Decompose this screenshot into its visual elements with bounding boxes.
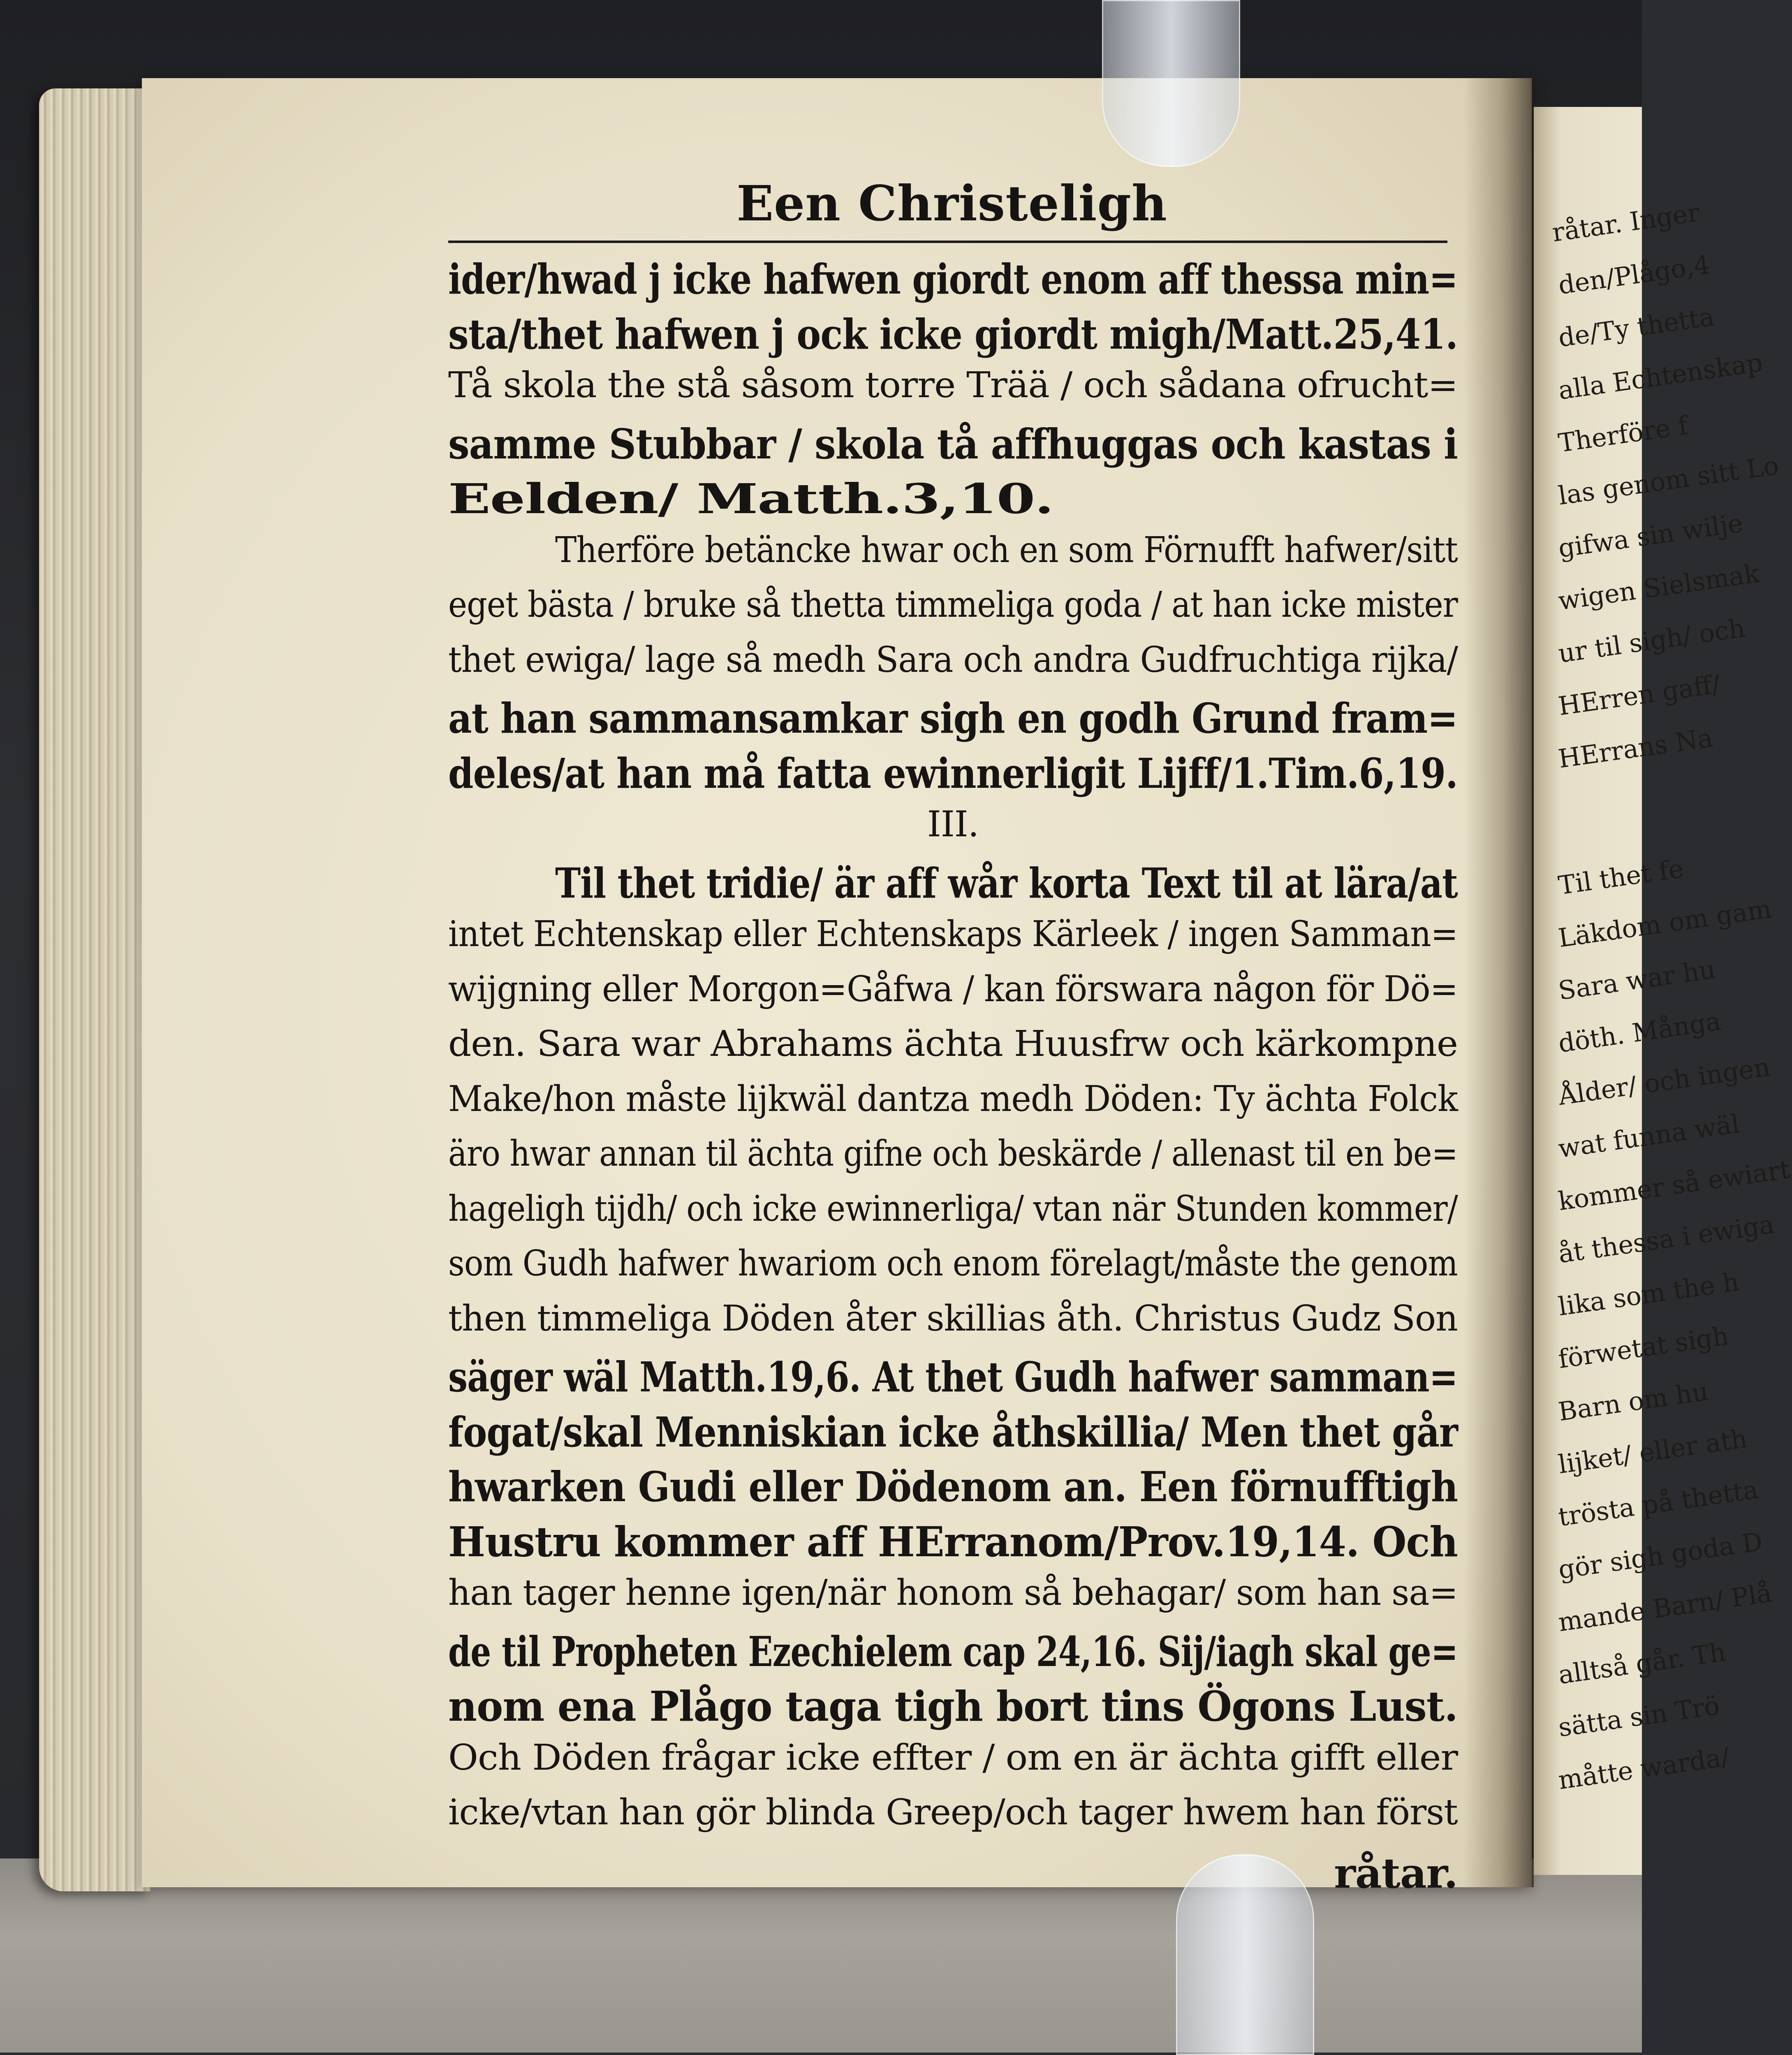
facing-page-line: Barn om hu (1556, 1376, 1711, 1427)
text-line: Therföre betäncke hwar och en som Förnufft hafwer/sitt (555, 529, 1458, 571)
catchword: råtar. (1334, 1849, 1458, 1898)
facing-page-line: HErrans Na (1556, 722, 1715, 774)
text-line: then timmeliga Döden åter skillias åth. Christus Gudz Son (448, 1298, 1458, 1339)
text-line: Och Döden frågar icke effter / om en är ächta gifft eller (448, 1737, 1458, 1778)
text-line: hwarken Gudi eller Dödenom an. Een förnufftigh (448, 1463, 1458, 1511)
text-line: at han sammansamkar sigh en godh Grund fram= (448, 694, 1458, 743)
facing-page-line: åt thessa i ewiga (1556, 1209, 1776, 1269)
text-line: de til Propheten Ezechielem cap 24,16. Sij/iagh skal ge= (448, 1627, 1458, 1676)
glass-clip-bottom (1176, 1854, 1314, 2055)
text-line: ider/hwad j icke hafwen giordt enom aff thessa min= (448, 255, 1458, 303)
facing-page-line: Therföre f (1556, 410, 1690, 458)
facing-page-line: måtte warda/ (1556, 1741, 1732, 1796)
text-line: Make/hon måste lijkwäl dantza medh Döden: Ty ächta Folck (448, 1078, 1458, 1120)
text-line: fogat/skal Menniskian icke åthskillia/ Men thet går (448, 1407, 1458, 1456)
text-line: deles/at han må fatta ewinnerligit Lijff/1.Tim.6,19. (448, 749, 1458, 798)
header-rule (448, 241, 1447, 243)
text-line: den. Sara war Abrahams ächta Huusfrw och kärkompne (448, 1023, 1458, 1065)
facing-page-line: de/Ty thetta (1556, 301, 1716, 353)
text-line: samme Stubbar / skola tå affhuggas och kastas i (448, 419, 1458, 468)
facing-page-line: wat funna wäl (1556, 1108, 1741, 1164)
text-line: wijgning eller Morgon=Gåfwa / kan förswara någon för Dö= (448, 968, 1458, 1010)
facing-page-line: HErren gaff/ (1556, 669, 1722, 722)
text-line: säger wäl Matth.19,6. At thet Gudh hafwer samman= (448, 1353, 1458, 1401)
text-line: icke/vtan han gör blinda Greep/och tager hwem han först (448, 1792, 1458, 1833)
text-line: som Gudh hafwer hwariom och enom förelagt/måste the genom (448, 1243, 1458, 1284)
running-head: Een Christeligh (736, 175, 1167, 232)
facing-page-line: las genom sitt Lo (1556, 450, 1781, 511)
text-line: sta/thet hafwen j ock icke giordt migh/Matt.25,41. (448, 310, 1458, 359)
glass-clip-top (1102, 0, 1240, 167)
facing-page-line: alla Echtenskap (1556, 347, 1765, 406)
right-page (1534, 107, 1792, 1875)
facing-page-line: Til thet fe (1556, 853, 1685, 901)
facing-page-line: lijket/ eller ath (1556, 1423, 1749, 1480)
facing-page-line: lika som the h (1556, 1266, 1741, 1322)
facing-page-line: wigen Sielsmak (1556, 558, 1762, 616)
facing-page-line: förwetat sigh (1556, 1320, 1731, 1375)
facing-page-line: kommer så ewiart (1556, 1154, 1792, 1217)
facing-page-line: Läkdom om gam (1556, 893, 1773, 953)
text-line: Eelden/ Matth.3,10. (448, 474, 1053, 523)
facing-page-line: sätta sin Trö (1556, 1690, 1722, 1743)
facing-page-line: gifwa sin wilje (1556, 508, 1745, 564)
text-line: Til thet tridie/ är aff wår korta Text til at lära/at (555, 859, 1458, 907)
facing-page-line: råtar. Inger (1550, 197, 1702, 248)
text-line: eget bästa / bruke så thetta timmeliga goda / at han icke mister (448, 584, 1458, 625)
facing-page-line: den/Plågo,4 (1556, 249, 1712, 301)
facing-page-line: gör sigh goda D (1556, 1526, 1764, 1585)
text-line: thet ewiga/ lage så medh Sara och andra Gudfruchtiga rijka/ (448, 639, 1458, 680)
text-line: Tå skola the stå såsom torre Trää / och sådana ofrucht= (448, 365, 1458, 406)
facing-page-line: mande Barn/ Plå (1556, 1578, 1774, 1638)
text-line: hageligh tijdh/ och icke ewinnerliga/ vtan när Stunden kommer/ (448, 1188, 1458, 1229)
text-line: han tager henne igen/när honom så behagar/ som han sa= (448, 1572, 1458, 1613)
text-line: III. (927, 804, 979, 845)
facing-page-line: ur til sigh/ och (1556, 613, 1747, 669)
text-line: intet Echtenskap eller Echtenskaps Kärleek / ingen Samman= (448, 914, 1458, 955)
page-edges (39, 88, 150, 1891)
facing-page-line: döth. Många (1556, 1006, 1723, 1059)
facing-page-line: trösta på thetta (1556, 1474, 1760, 1532)
facing-page-line: Ålder/ och ingen (1556, 1051, 1772, 1111)
text-line: nom ena Plågo taga tigh bort tins Ögons Lust. (448, 1682, 1458, 1731)
text-line: Hustru kommer aff HErranom/Prov.19,14. Och (448, 1517, 1458, 1566)
text-line: äro hwar annan til ächta gifne och beskärde / allenast til en be= (448, 1133, 1458, 1174)
facing-page-line: Sara war hu (1556, 954, 1718, 1006)
book-gutter (1464, 78, 1534, 1887)
facing-page-line: alltså går. Th (1556, 1636, 1728, 1690)
